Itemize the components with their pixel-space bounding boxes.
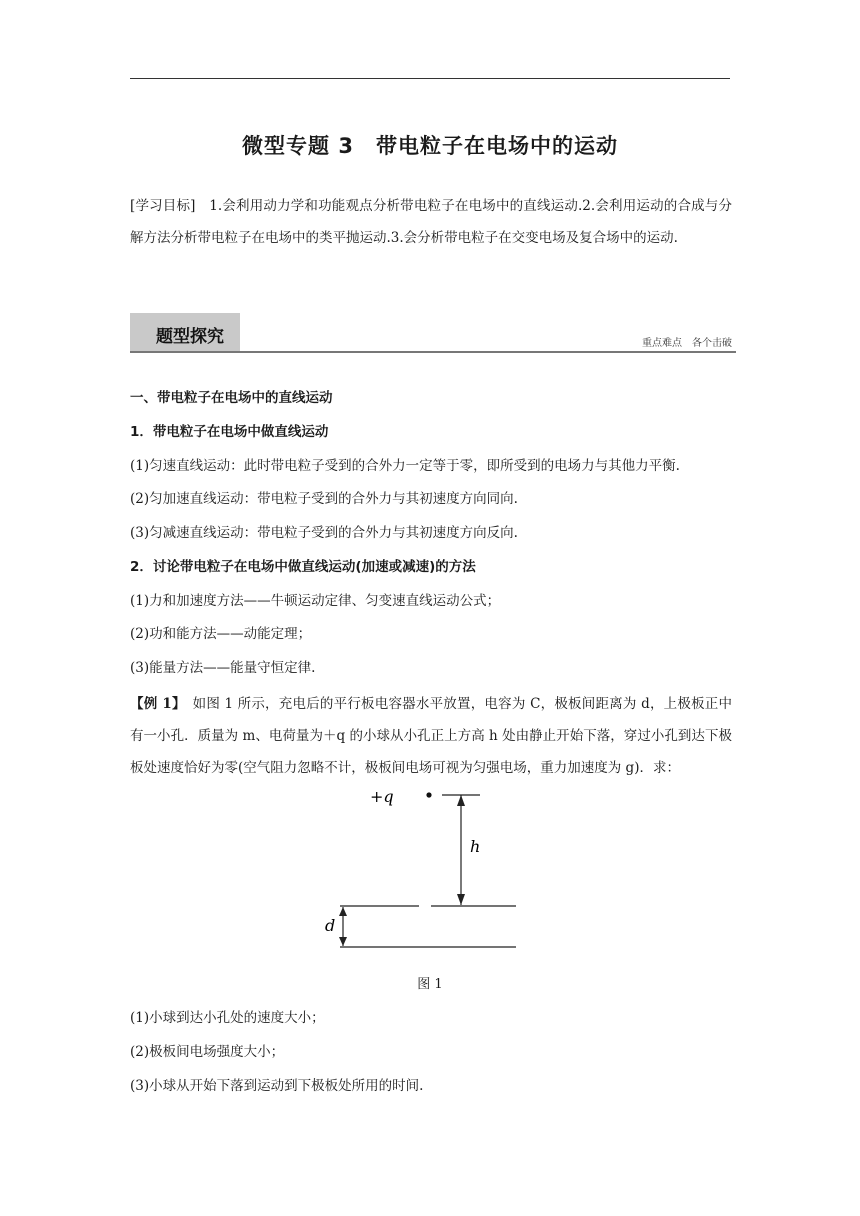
page-title: 微型专题 3 带电粒子在电场中的运动 xyxy=(242,134,618,158)
objectives-text: 1.会利用动力学和功能观点分析带电粒子在电场中的直线运动.2.会利用运动的合成与分解方法分析带电粒子在电场中的类平抛运动.3.会分析带电粒子在交变电场及复合场中的运动. xyxy=(130,198,732,246)
learning-objectives xyxy=(130,190,732,254)
figure-caption: 图 1 xyxy=(417,977,443,992)
example-text: 如图 1 所示，充电后的平行板电容器水平放置，电容为 C，极板间距离为 d，上极板正中有一小孔．质量为 m、电荷量为＋q 的小球从小孔正上方高 h 处由静止开始下落，穿过小孔到达下极板处速度恰好为零(空气阻力忽略不计，极板间电场可视为匀强电场，重力加速度为 g)．求： xyxy=(130,696,732,776)
section-right-text: 重点难点 各个击破 xyxy=(642,338,732,349)
sub2-item: (3)能量方法——能量守恒定律. xyxy=(130,660,316,676)
sub2-heading: 2．讨论带电粒子在电场中做直线运动(加速或减速)的方法 xyxy=(130,559,476,575)
objectives-tag: [学习目标] xyxy=(130,198,196,214)
section-rule xyxy=(130,351,736,353)
sub2-item: (1)力和加速度方法——牛顿运动定律、匀变速直线运动公式； xyxy=(130,593,501,609)
question: (1)小球到达小孔处的速度大小； xyxy=(130,1010,325,1026)
charged-ball xyxy=(426,792,431,797)
d-arrow-down xyxy=(339,937,347,946)
example-problem xyxy=(130,688,732,784)
sub1-heading: 1．带电粒子在电场中做直线运动 xyxy=(130,424,329,440)
capacitor-figure xyxy=(320,782,530,954)
d-label: d xyxy=(325,916,336,935)
sub1-item: (2)匀加速直线运动：带电粒子受到的合外力与其初速度方向同向. xyxy=(130,491,518,507)
section-header xyxy=(130,313,736,353)
example-tag: 【例 1】 xyxy=(130,696,179,712)
header-rule xyxy=(130,78,730,79)
question: (2)极板间电场强度大小； xyxy=(130,1044,285,1060)
question: (3)小球从开始下落到运动到下极板处所用的时间. xyxy=(130,1078,424,1094)
sub1-item: (3)匀减速直线运动：带电粒子受到的合外力与其初速度方向反向. xyxy=(130,525,518,541)
part-heading: 一、带电粒子在电场中的直线运动 xyxy=(130,390,333,406)
h-label: h xyxy=(470,837,481,856)
h-arrow-up xyxy=(457,795,465,806)
charge-label: +q xyxy=(370,787,394,806)
h-arrow-down xyxy=(457,894,465,905)
sub1-item: (1)匀速直线运动：此时带电粒子受到的合外力一定等于零，即所受到的电场力与其他力平衡. xyxy=(130,458,680,474)
sub2-item: (2)功和能方法——动能定理； xyxy=(130,626,312,642)
section-label: 题型探究 xyxy=(156,327,224,347)
d-arrow-up xyxy=(339,907,347,916)
